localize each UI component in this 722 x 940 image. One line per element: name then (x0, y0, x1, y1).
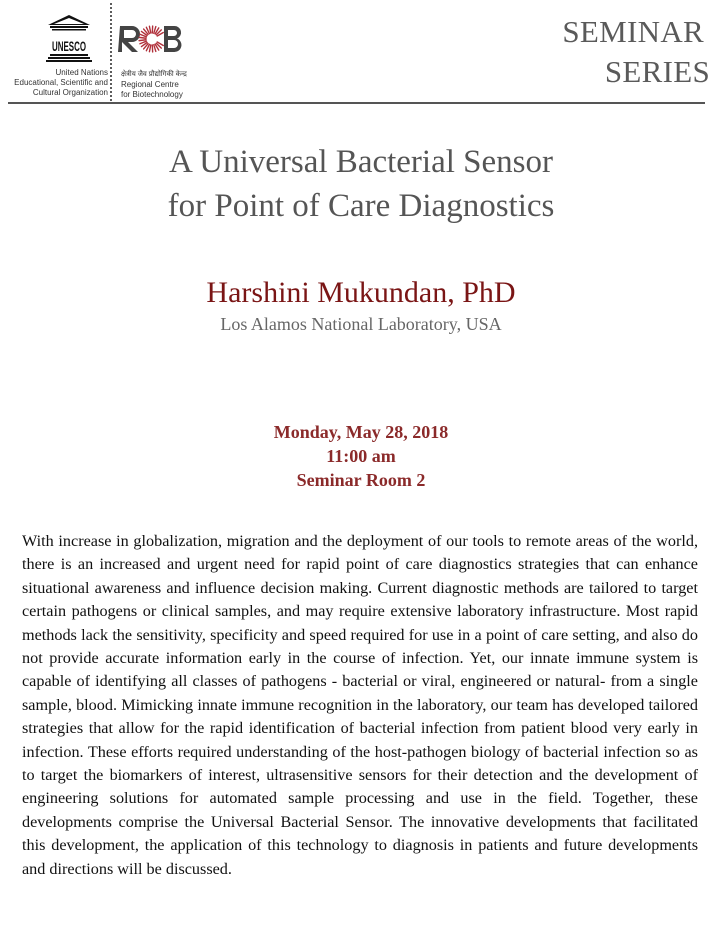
unesco-caption-line: Educational, Scientific and (14, 78, 108, 87)
header-divider (8, 102, 705, 104)
event-time: 11:00 am (326, 446, 396, 466)
rcb-logo-block (118, 10, 198, 100)
header (0, 0, 722, 112)
rcb-caption-line: Regional Centre (121, 80, 179, 89)
talk-title-line2: for Point of Care Diagnostics (167, 188, 555, 224)
event-date: Monday, May 28, 2018 (273, 422, 449, 442)
rcb-caption-line: for Biotechnology (121, 90, 183, 99)
rcb-burst-ray (139, 37, 146, 38)
seminar-series-label (562, 12, 710, 92)
rcb-burst-ray (149, 26, 150, 33)
event-details (0, 420, 722, 492)
event-venue: Seminar Room 2 (296, 470, 426, 490)
unesco-caption-line: United Nations (55, 68, 108, 77)
speaker-name: Harshini Mukundan, PhD (206, 276, 516, 309)
series-label-line1: SEMINAR (562, 14, 704, 49)
unesco-logo-text: UNESCO (52, 38, 87, 54)
speaker-affiliation: Los Alamos National Laboratory, USA (220, 314, 502, 334)
rcb-burst-ray (139, 40, 146, 41)
rcb-logo-icon (118, 24, 184, 54)
rcb-burst-ray (149, 45, 150, 52)
rcb-caption (121, 70, 187, 100)
talk-title-line1: A Universal Bacterial Sensor (169, 144, 553, 180)
talk-title (0, 140, 722, 228)
unesco-caption-line: Cultural Organization (32, 88, 108, 97)
dotted-divider (110, 2, 112, 104)
rcb-caption-hindi: क्षेत्रीय जैव प्रौद्योगिकी केन्द्र (121, 71, 187, 78)
abstract-text: With increase in globalization, migration and the deployment of our tools to remote areas of the world, there is an increased and urgent need for rapid point of care diagnostics strategies that can enhance situational awareness and influence decision making. Current diagnostic methods are tailored to target certain pathogens or clinical samples, and may require extensive laboratory infrastructure. Most rapid methods lack the sensitivity, specificity and speed required for use in a point of care setting, and also do not provide accurate information early in the course of infection. Yet, our innate immune system is capable of identifying all classes of pathogens - bacterial or viral, engineered or natural- from a single sample, blood. Mimicking innate immune recognition in the laboratory, our team has developed tailored strategies that allow for the rapid identification of bacterial infection from patient blood very early in infection. These efforts required understanding of the host-pathogen biology of bacterial infection so as to target the biomarkers of interest, ultrasensitive sensors for their detection and the development of engineering solutions for automated sample processing and use in the field. Together, these developments comprise the Universal Bacterial Sensor. The innovative developments that facilitated this development, the application of this technology to diagnosis in patients and future developments and directions will be discussed. (22, 532, 698, 878)
series-label-line2: SERIES (604, 54, 710, 89)
unesco-logo-block (8, 10, 108, 100)
unesco-caption (3, 68, 108, 98)
unesco-temple-icon (46, 14, 92, 62)
